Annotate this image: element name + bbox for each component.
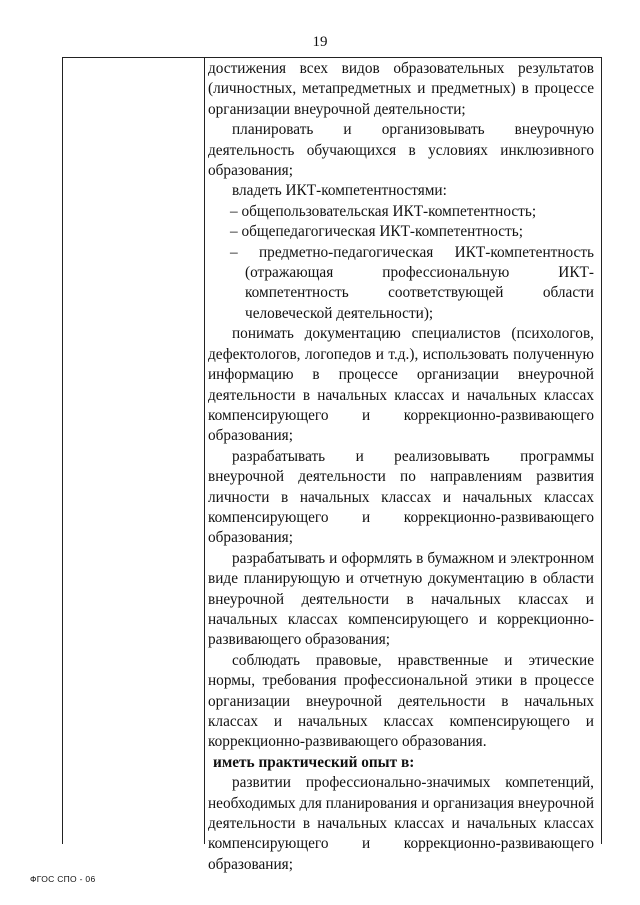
list-item-general-ict: – общепользовательская ИКТ-компетентность; (230, 202, 537, 220)
paragraph-paperwork: разрабатывать и оформлять в бумажном и электронном виде планирующую и отчетную документацию в области внеурочной деятельности в начальных классах и начальных классах компенсирующего и коррекционно-развивающего образования; (208, 549, 594, 649)
paragraph-plan: планировать и организовывать внеурочную деятельность обучающихся в условиях инклюзивного образования; (208, 121, 594, 180)
footer-code: ФГОС СПО - 06 (30, 874, 96, 884)
paragraph-documentation: понимать документацию специалистов (психологов, дефектологов, логопедов и т.д.), использовать полученную информацию в процессе организации внеурочной деятельности в начальных классах и начальных классах компенсирующего и коррекционно-развивающего образования; (208, 325, 594, 445)
section-heading-experience: иметь практический опыт в: (213, 753, 415, 771)
paragraph-ethics: соблюдать правовые, нравственные и этические нормы, требования профессиональной этики в процессе организации внеурочной деятельности в начальных классах и начальных классах компенсирующего и коррекционно-развивающего образования. (208, 651, 594, 751)
column-divider (204, 57, 205, 844)
paragraph-ict: владеть ИКТ-компетентностями: (232, 182, 447, 200)
list-item-pedagogical-ict: – общепедагогическая ИКТ-компетентность; (230, 223, 523, 241)
paragraph-competencies: развитии профессионально-значимых компетенций, необходимых для планирования и организация внеурочной деятельности в начальных классах и начальных классах компенсирующего и коррекционно-развивающего образования; (208, 774, 594, 873)
page-number: 19 (312, 34, 328, 50)
table-cell-content (208, 59, 594, 875)
paragraph-programs: разрабатывать и реализовывать программы внеурочной деятельности по направлениям развития личности в начальных классах и начальных классах компенсирующего и коррекционно-развивающего образования; (208, 447, 594, 547)
list-item-subject-ict: – предметно-педагогическая ИКТ-компетентность (отражающая профессиональную ИКТ-компетентность соответствующей области человеческой деятельности); (230, 243, 594, 322)
paragraph-results: достижения всех видов образовательных результатов (личностных, метапредметных и предметных) в процессе организации внеурочной деятельности; (208, 60, 594, 118)
